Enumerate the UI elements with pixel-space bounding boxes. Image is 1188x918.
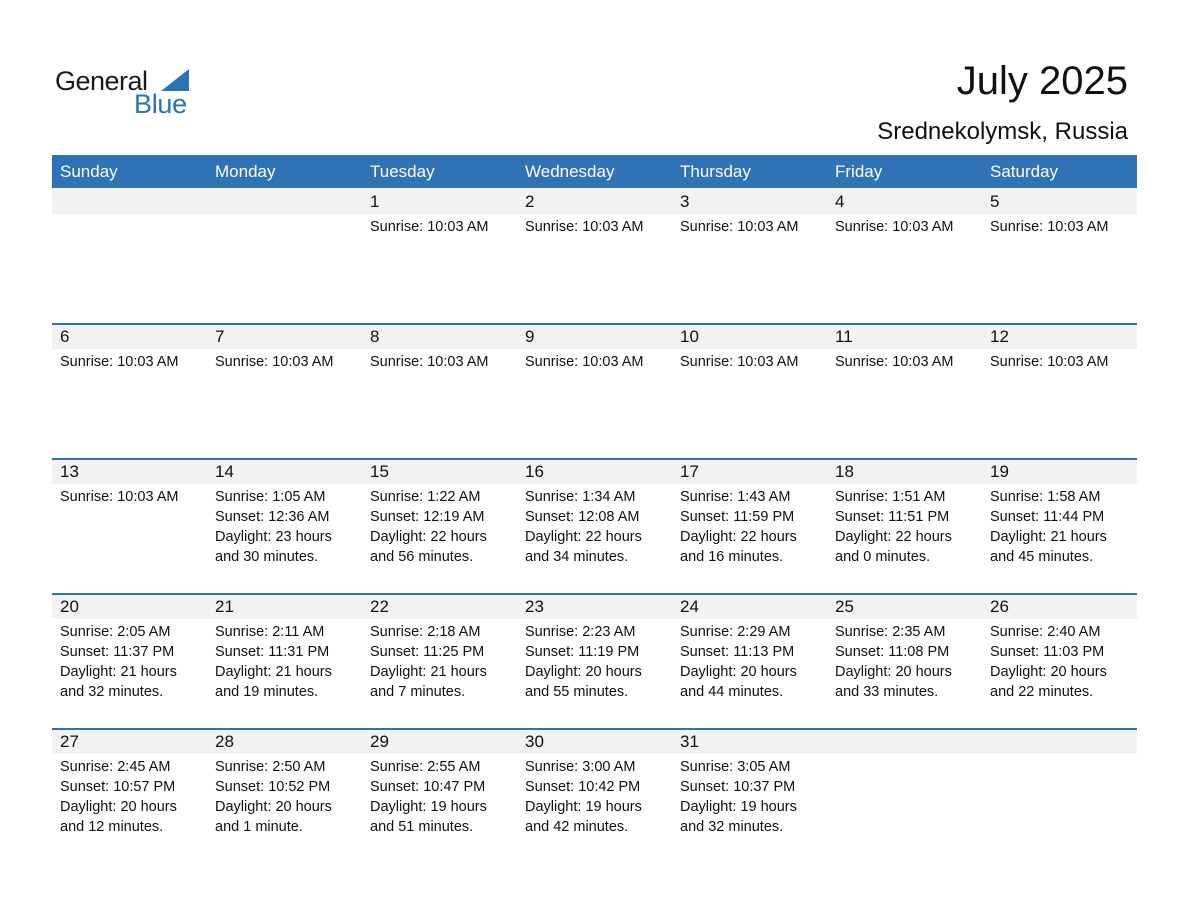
day-info (52, 754, 207, 837)
day-number: 16 (517, 460, 672, 484)
day-number: 25 (827, 595, 982, 619)
day-number: 27 (52, 730, 207, 754)
day-info (362, 484, 517, 567)
day-info-line: Sunset: 11:19 PM (525, 644, 640, 660)
day-info-line: and 33 minutes. (835, 684, 939, 700)
day-info-line: Sunrise: 1:22 AM (370, 489, 481, 505)
logo-general-text: General (55, 66, 148, 96)
day-info-line: and 1 minute. (215, 819, 303, 835)
day-info-line: and 32 minutes. (60, 684, 164, 700)
day-number: 19 (982, 460, 1137, 484)
day-cell (827, 188, 982, 323)
day-cell (207, 460, 362, 593)
day-info-line: Daylight: 19 hours (680, 799, 797, 815)
day-cell (362, 730, 517, 863)
calendar-week-row (52, 728, 1137, 863)
day-number: 31 (672, 730, 827, 754)
day-info-line: and 32 minutes. (680, 819, 784, 835)
day-info-line: Sunset: 10:52 PM (215, 779, 331, 795)
day-info-line: and 44 minutes. (680, 684, 784, 700)
day-number: 13 (52, 460, 207, 484)
calendar-week-row (52, 458, 1137, 593)
page-title: July 2025 (956, 59, 1128, 103)
day-number: 1 (362, 188, 517, 214)
day-number: 22 (362, 595, 517, 619)
empty-day-cell (207, 188, 362, 323)
day-info-line: Sunrise: 1:51 AM (835, 489, 946, 505)
day-info-line: and 56 minutes. (370, 549, 474, 565)
logo-triangle-icon (161, 69, 189, 91)
day-info (982, 214, 1137, 237)
day-info-line: Sunrise: 2:40 AM (990, 624, 1101, 640)
day-number: 15 (362, 460, 517, 484)
day-cell (982, 188, 1137, 323)
day-cell (207, 325, 362, 458)
day-info (827, 484, 982, 567)
day-cell (362, 595, 517, 728)
day-info-line: Sunrise: 10:03 AM (680, 354, 799, 370)
weekday-header-cell: Monday (215, 162, 276, 181)
day-info-line: Daylight: 20 hours (60, 799, 177, 815)
day-info-line: and 30 minutes. (215, 549, 319, 565)
day-number: 5 (982, 188, 1137, 214)
day-number: 28 (207, 730, 362, 754)
day-info (672, 214, 827, 237)
day-info-line: Sunset: 11:59 PM (680, 509, 795, 525)
day-info-line: Sunrise: 10:03 AM (835, 354, 954, 370)
day-info (207, 484, 362, 567)
day-number: 20 (52, 595, 207, 619)
day-info-line: Daylight: 22 hours (680, 529, 797, 545)
day-info (207, 349, 362, 372)
day-info-line: Sunrise: 10:03 AM (835, 219, 954, 235)
empty-day-number (52, 188, 207, 214)
day-info-line: and 42 minutes. (525, 819, 629, 835)
calendar-week-row (52, 593, 1137, 728)
day-info-line: Daylight: 20 hours (680, 664, 797, 680)
day-info (362, 214, 517, 237)
day-number: 29 (362, 730, 517, 754)
day-info-line: Sunset: 11:31 PM (215, 644, 330, 660)
day-info-line: Daylight: 21 hours (215, 664, 332, 680)
day-cell (827, 325, 982, 458)
day-cell (362, 188, 517, 323)
day-info-line: Daylight: 20 hours (990, 664, 1107, 680)
day-cell (517, 730, 672, 863)
day-info (362, 349, 517, 372)
day-number: 17 (672, 460, 827, 484)
weekday-header-cell: Friday (835, 162, 883, 181)
day-info-line: Sunrise: 2:05 AM (60, 624, 171, 640)
weekday-header-cell: Thursday (680, 162, 751, 181)
day-number: 4 (827, 188, 982, 214)
day-cell (52, 595, 207, 728)
day-cell (207, 730, 362, 863)
day-info-line: Daylight: 20 hours (835, 664, 952, 680)
day-number: 12 (982, 325, 1137, 349)
day-info-line: Sunrise: 3:00 AM (525, 759, 636, 775)
day-number: 26 (982, 595, 1137, 619)
day-info-line: Sunrise: 10:03 AM (680, 219, 799, 235)
day-info-line: Daylight: 21 hours (370, 664, 487, 680)
day-info-line: Sunrise: 2:29 AM (680, 624, 791, 640)
day-info-line: Sunset: 11:13 PM (680, 644, 795, 660)
day-info-line: and 7 minutes. (370, 684, 466, 700)
day-info-line: Sunrise: 1:34 AM (525, 489, 636, 505)
day-info-line: Sunset: 10:47 PM (370, 779, 486, 795)
day-info-line: and 12 minutes. (60, 819, 164, 835)
day-info-line: Sunrise: 2:45 AM (60, 759, 171, 775)
day-number: 30 (517, 730, 672, 754)
logo-blue-text: Blue (134, 89, 187, 119)
day-info (207, 619, 362, 702)
day-info-line: and 34 minutes. (525, 549, 629, 565)
day-cell (672, 595, 827, 728)
day-info (517, 619, 672, 702)
day-info (517, 214, 672, 237)
day-info-line: and 55 minutes. (525, 684, 629, 700)
day-info (517, 484, 672, 567)
day-info-line: and 16 minutes. (680, 549, 784, 565)
weekday-header-cell: Saturday (990, 162, 1059, 181)
day-cell (827, 460, 982, 593)
day-info-line: Daylight: 19 hours (525, 799, 642, 815)
logo (55, 66, 205, 118)
day-info (672, 484, 827, 567)
day-info-line: Daylight: 22 hours (525, 529, 642, 545)
day-cell (362, 460, 517, 593)
day-info (827, 214, 982, 237)
day-info (207, 754, 362, 837)
day-info-line: Daylight: 21 hours (990, 529, 1107, 545)
day-info (672, 754, 827, 837)
day-info (52, 619, 207, 702)
empty-day-cell (827, 730, 982, 863)
day-info-line: Sunrise: 10:03 AM (60, 354, 179, 370)
day-info-line: Sunset: 11:03 PM (990, 644, 1105, 660)
day-info-line: Daylight: 20 hours (215, 799, 332, 815)
calendar-weeks (52, 188, 1137, 863)
day-number: 18 (827, 460, 982, 484)
day-number: 10 (672, 325, 827, 349)
day-cell (52, 460, 207, 593)
empty-day-number (827, 730, 982, 754)
day-info-line: and 51 minutes. (370, 819, 474, 835)
day-info-line: Sunset: 11:08 PM (835, 644, 950, 660)
day-info-line: Sunset: 10:57 PM (60, 779, 176, 795)
calendar-week-row (52, 188, 1137, 323)
day-info-line: Sunrise: 1:05 AM (215, 489, 326, 505)
day-info-line: Daylight: 23 hours (215, 529, 332, 545)
day-info-line: Sunset: 12:08 AM (525, 509, 640, 525)
day-info-line: Sunrise: 2:55 AM (370, 759, 481, 775)
day-info-line: Sunrise: 1:43 AM (680, 489, 791, 505)
weekday-header-cell: Wednesday (525, 162, 615, 181)
day-info (517, 349, 672, 372)
day-number: 8 (362, 325, 517, 349)
day-info-line: Sunrise: 2:23 AM (525, 624, 636, 640)
day-info-line: Sunrise: 10:03 AM (370, 354, 489, 370)
day-info (52, 349, 207, 372)
day-info-line: Daylight: 19 hours (370, 799, 487, 815)
day-info-line: Sunset: 11:44 PM (990, 509, 1105, 525)
empty-day-cell (982, 730, 1137, 863)
day-info (362, 619, 517, 702)
day-info-line: Sunset: 11:37 PM (60, 644, 175, 660)
day-number: 3 (672, 188, 827, 214)
weekday-header-cell: Tuesday (370, 162, 435, 181)
weekday-header-cell: Sunday (60, 162, 118, 181)
day-info-line: Sunrise: 10:03 AM (525, 354, 644, 370)
calendar (52, 155, 1137, 863)
day-cell (517, 188, 672, 323)
day-cell (517, 595, 672, 728)
day-cell (982, 325, 1137, 458)
day-cell (517, 325, 672, 458)
day-cell (982, 595, 1137, 728)
day-info (982, 349, 1137, 372)
day-number: 21 (207, 595, 362, 619)
day-info-line: Sunrise: 10:03 AM (525, 219, 644, 235)
day-number: 7 (207, 325, 362, 349)
day-cell (362, 325, 517, 458)
day-number: 9 (517, 325, 672, 349)
day-cell (672, 460, 827, 593)
day-info-line: Sunrise: 2:18 AM (370, 624, 481, 640)
day-info-line: Sunrise: 1:58 AM (990, 489, 1101, 505)
day-info-line: Sunset: 10:42 PM (525, 779, 641, 795)
day-cell (517, 460, 672, 593)
day-cell (672, 188, 827, 323)
day-info-line: Daylight: 21 hours (60, 664, 177, 680)
day-info-line: and 0 minutes. (835, 549, 931, 565)
day-number: 11 (827, 325, 982, 349)
day-info (982, 619, 1137, 702)
day-info-line: Sunrise: 3:05 AM (680, 759, 791, 775)
day-number: 24 (672, 595, 827, 619)
day-info-line: Sunrise: 2:11 AM (215, 624, 325, 640)
location-subtitle: Srednekolymsk, Russia (877, 118, 1128, 145)
day-cell (982, 460, 1137, 593)
day-info-line: Sunset: 12:19 AM (370, 509, 485, 525)
day-info-line: Daylight: 22 hours (370, 529, 487, 545)
day-info-line: Sunrise: 10:03 AM (990, 354, 1109, 370)
empty-day-cell (52, 188, 207, 323)
day-info-line: Sunrise: 10:03 AM (215, 354, 334, 370)
day-info (827, 619, 982, 702)
day-info-line: Sunset: 10:37 PM (680, 779, 796, 795)
day-number: 6 (52, 325, 207, 349)
day-cell (827, 595, 982, 728)
day-info (517, 754, 672, 837)
day-info-line: and 45 minutes. (990, 549, 1094, 565)
day-number: 14 (207, 460, 362, 484)
day-info-line: Daylight: 22 hours (835, 529, 952, 545)
day-info-line: Sunrise: 2:50 AM (215, 759, 326, 775)
day-cell (672, 325, 827, 458)
day-info-line: Sunset: 11:51 PM (835, 509, 950, 525)
day-info (672, 619, 827, 702)
day-info-line: Sunrise: 10:03 AM (990, 219, 1109, 235)
day-info-line: and 22 minutes. (990, 684, 1094, 700)
day-number: 2 (517, 188, 672, 214)
day-cell (52, 325, 207, 458)
day-info-line: Sunrise: 10:03 AM (60, 489, 179, 505)
day-cell (672, 730, 827, 863)
day-info (672, 349, 827, 372)
day-info-line: Sunset: 12:36 AM (215, 509, 330, 525)
day-info-line: Sunrise: 10:03 AM (370, 219, 489, 235)
empty-day-number (982, 730, 1137, 754)
day-info-line: Sunset: 11:25 PM (370, 644, 485, 660)
weekday-header (52, 155, 1137, 188)
day-info (362, 754, 517, 837)
day-info-line: and 19 minutes. (215, 684, 319, 700)
day-number: 23 (517, 595, 672, 619)
empty-day-number (207, 188, 362, 214)
day-info (52, 484, 207, 507)
calendar-week-row (52, 323, 1137, 458)
day-cell (52, 730, 207, 863)
day-info (827, 349, 982, 372)
day-info-line: Sunrise: 2:35 AM (835, 624, 946, 640)
day-info-line: Daylight: 20 hours (525, 664, 642, 680)
day-cell (207, 595, 362, 728)
day-info (982, 484, 1137, 567)
